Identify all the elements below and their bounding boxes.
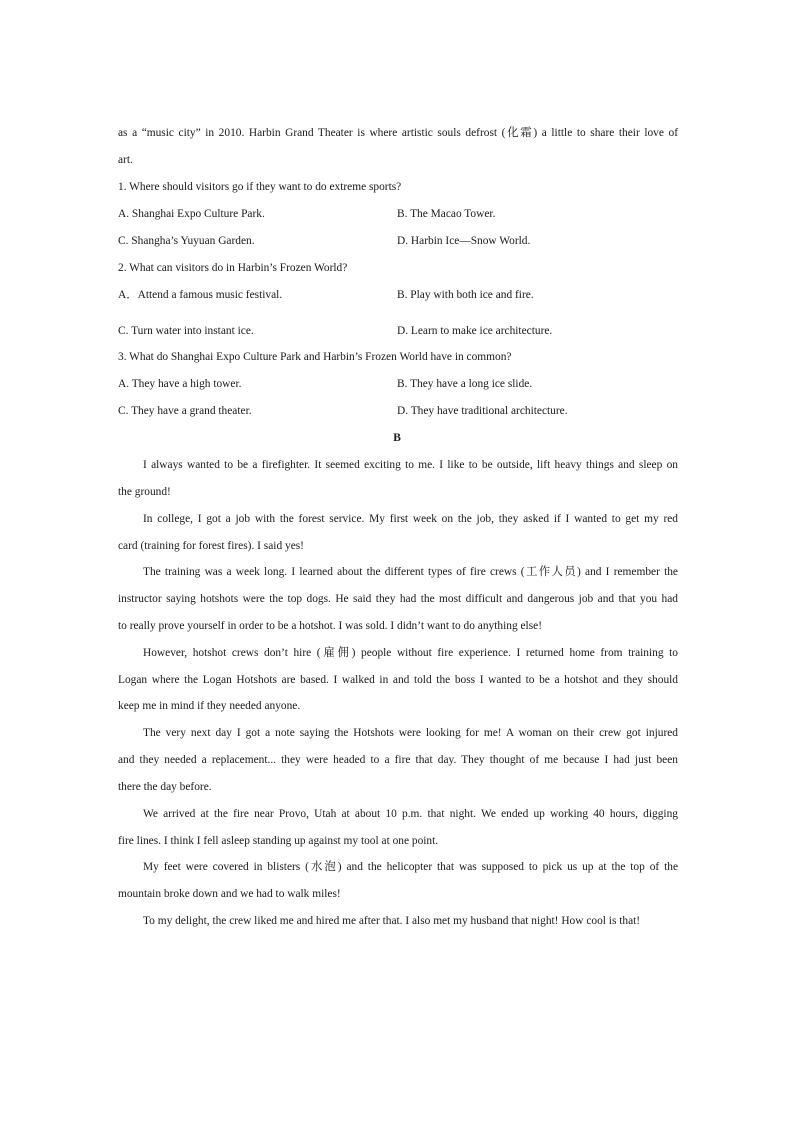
section-b-line: mountain broke down and we had to walk miles! (118, 888, 341, 900)
passage-a-line: art. (118, 154, 133, 166)
question-2-option-d[interactable]: D. Learn to make ice architecture. (397, 325, 553, 337)
section-b-line: To my delight, the crew liked me and hired me after that. I also met my husband that night! How cool is that! (143, 915, 641, 927)
passage-a-line: as a “music city” in 2010. Harbin Grand Theater is where artistic souls defrost (化霜) a little to share their love of (118, 127, 678, 139)
question-3-option-b[interactable]: B. They have a long ice slide. (397, 378, 533, 390)
question-1-option-c[interactable]: C. Shangha’s Yuyuan Garden. (118, 235, 255, 247)
section-b-line: However, hotshot crews don’t hire (雇佣) people without fire experience. I returned home from training to (143, 647, 678, 659)
section-b-line: there the day before. (118, 781, 212, 793)
section-b-heading: B (393, 432, 401, 444)
section-b-line: We arrived at the fire near Provo, Utah at about 10 p.m. that night. We ended up working 40 hours, digging (143, 808, 678, 820)
section-b-line: The very next day I got a note saying the Hotshots were looking for me! A woman on their crew got injured (143, 727, 678, 739)
question-3-stem: 3. What do Shanghai Expo Culture Park and Harbin’s Frozen World have in common? (118, 351, 512, 363)
section-b-line: The training was a week long. I learned about the different types of fire crews (工作人员) and I remember the (143, 566, 678, 578)
question-2-option-c[interactable]: C. Turn water into instant ice. (118, 325, 254, 337)
question-3-option-c[interactable]: C. They have a grand theater. (118, 405, 252, 417)
section-b-line: Logan where the Logan Hotshots are based. I walked in and told the boss I wanted to be a hotshot and they should (118, 674, 678, 686)
question-2-option-a[interactable]: A．Attend a famous music festival. (118, 289, 283, 301)
section-b-line: My feet were covered in blisters (水泡) and the helicopter that was supposed to pick us up at the top of the (143, 861, 678, 873)
question-1-option-d[interactable]: D. Harbin Ice—Snow World. (397, 235, 531, 247)
section-b-line: In college, I got a job with the forest service. My first week on the job, they asked if I wanted to get my red (143, 513, 678, 525)
section-b-line: and they needed a replacement... they were headed to a fire that day. They thought of me because I had just been (118, 754, 678, 766)
question-2-stem: 2. What can visitors do in Harbin’s Frozen World? (118, 262, 348, 274)
section-b-line: the ground! (118, 486, 171, 498)
section-b-line: to really prove yourself in order to be a hotshot. I was sold. I didn’t want to do anything else! (118, 620, 543, 632)
section-b-line: fire lines. I think I fell asleep standing up against my tool at one point. (118, 835, 439, 847)
section-b-line: card (training for forest fires). I said yes! (118, 540, 304, 552)
section-b-line: keep me in mind if they needed anyone. (118, 700, 301, 712)
question-1-stem: 1. Where should visitors go if they want to do extreme sports? (118, 181, 402, 193)
question-3-option-d[interactable]: D. They have traditional architecture. (397, 405, 568, 417)
section-b-line: I always wanted to be a firefighter. It seemed exciting to me. I like to be outside, lift heavy things and sleep on (143, 459, 678, 471)
question-1-option-b[interactable]: B. The Macao Tower. (397, 208, 496, 220)
question-3-option-a[interactable]: A. They have a high tower. (118, 378, 242, 390)
question-1-option-a[interactable]: A. Shanghai Expo Culture Park. (118, 208, 265, 220)
section-b-line: instructor saying hotshots were the top dogs. He said they had the most difficult and dangerous job and that you had (118, 593, 678, 605)
question-2-option-b[interactable]: B. Play with both ice and fire. (397, 289, 534, 301)
